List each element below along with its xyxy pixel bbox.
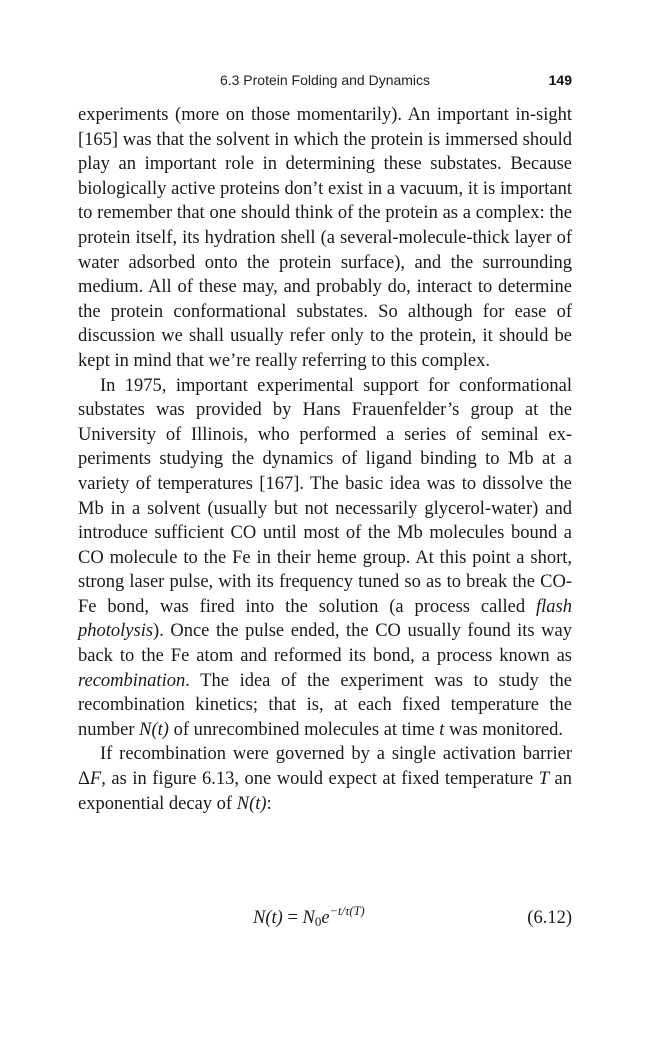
p3-text-2: , as in figure 6.13, one would expect at fixed temperature bbox=[101, 769, 539, 790]
equation-expression bbox=[253, 904, 365, 929]
paragraph-3 bbox=[78, 742, 572, 816]
paragraph-1: experiments (more on those momentarily). An important in-sight [165] was that the solvent in which the protein is immersed should play an important role in determining these substates. Because biologically active proteins don’t exist in a vacuum, it is important to remember that one should think of the protein as a complex: the protein itself, its hydration shell (a several-molecule-thick layer of water adsorbed onto the protein surface), and the surrounding medium. All of these may, and probably do, interact to determine the protein conformational substates. So although for ease of discussion we shall usually refer only to the protein, it should be kept in mind that we’re really referring to this complex. bbox=[78, 105, 572, 371]
p3-text-3: an exponential decay of bbox=[78, 769, 573, 814]
running-head: 6.3 Protein Folding and Dynamics bbox=[219, 72, 431, 88]
p2-text-3: . The idea of the experiment was to study the recombination kinetics; that is, at each fixed temperature the number bbox=[78, 670, 572, 740]
page-number: 149 bbox=[548, 72, 572, 88]
math-n-of-t: N(t) bbox=[139, 719, 169, 740]
term-flash-photolysis: flash photolysis bbox=[78, 596, 572, 642]
term-recombination: recombination bbox=[78, 670, 186, 691]
page-header bbox=[78, 70, 572, 92]
eq-equals: = bbox=[282, 908, 303, 928]
equation-number: (6.12) bbox=[527, 908, 572, 928]
p2-text-4: of unrecombined molecules at time bbox=[168, 719, 440, 740]
math-n-of-t-2: N(t) bbox=[236, 793, 267, 814]
p2-text-1: In 1975, important experimental support for conformational substates was provided by Hans Frauenfelder’s group at the University of Illinois, who performed a series of seminal ex-periments studying the dynamics of ligand binding to Mb at a variety of temperatures [167]. The basic idea was to dissolve the Mb in a solvent (usually but not necessarily glycerol-water) and introduce sufficient CO until most of the Mb molecules bound a CO molecule to the Fe in their heme group. At this point a short, strong laser pulse, with its frequency tuned so as to break the CO-Fe bond, was fired into the solution (a process called bbox=[78, 375, 572, 617]
math-temperature: T bbox=[538, 769, 549, 790]
eq-base-subscript: 0 bbox=[314, 914, 322, 929]
p2-text-5: was monitored. bbox=[444, 719, 564, 740]
math-t: t bbox=[439, 719, 445, 740]
p2-text-2: ). Once the pulse ended, the CO usually found its way back to the Fe atom and reformed its bond, a process known as bbox=[78, 621, 572, 667]
math-f: F bbox=[89, 769, 102, 790]
body-text bbox=[78, 103, 572, 816]
p3-text-4: : bbox=[266, 793, 272, 814]
eq-exponent bbox=[330, 904, 365, 918]
eq-exponent-text: −t/τ(T) bbox=[329, 904, 365, 918]
eq-lhs: N(t) bbox=[253, 908, 283, 928]
paragraph-2 bbox=[78, 374, 572, 743]
equation-6-12 bbox=[78, 904, 572, 936]
eq-exp-e: e bbox=[321, 908, 330, 928]
eq-base: N bbox=[302, 908, 315, 928]
p3-text-1: If recombination were governed by a single activation barrier Δ bbox=[78, 744, 572, 790]
